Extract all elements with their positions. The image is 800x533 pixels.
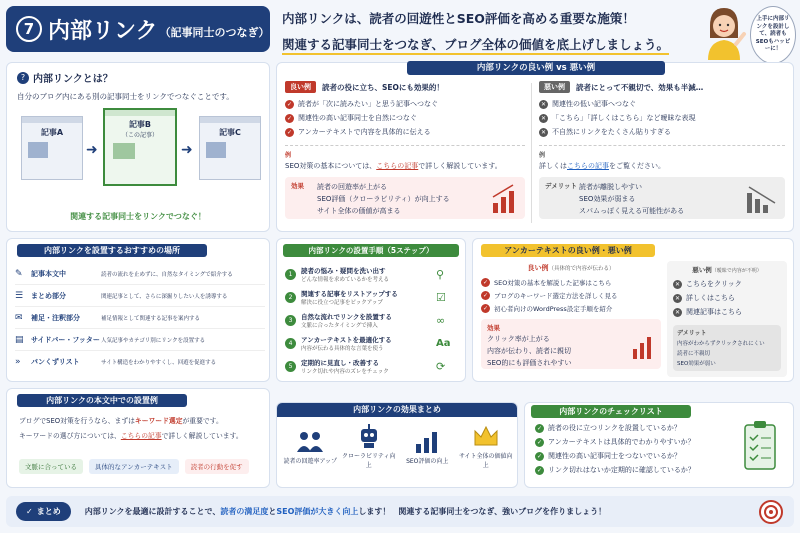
effects-card — [276, 402, 518, 488]
article-c-thumb — [206, 142, 226, 158]
x-icon: ✕ — [540, 114, 547, 122]
summary-tag: ✓ まとめ — [16, 502, 71, 521]
mascot-illustration — [700, 4, 748, 60]
effect-item: 内容が伝わり、読者に親切 — [487, 347, 571, 355]
article-b-label: 記事B — [128, 120, 152, 129]
x-icon: ✕ — [540, 128, 547, 136]
bad-tag: 悪い例 — [539, 81, 570, 93]
step-row: 2 関連する記事をリストアップする 解決に役立つ記事をピックアップ ☑ — [285, 286, 461, 309]
page-title: 内部リンク — [48, 18, 158, 44]
place-row: ☰ まとめ部分 関連記事として、さらに深掘りしたい人を誘導する — [15, 285, 265, 307]
checklist-item: ✓ アンカーテキストは具体的でわかりやすいか？ — [536, 438, 695, 446]
anchor-heading: アンカーテキストの良い例・悪い例 — [481, 244, 655, 257]
placement-heading: 内部リンクの本文中での設置例 — [17, 394, 187, 407]
effect-value: サイト全体の価値向上 — [458, 423, 514, 469]
what-description: 自分のブログ内にある別の記事同士をリンクでつなぐことです。 — [17, 92, 234, 101]
speech-bubble — [750, 6, 796, 64]
clipboard-check-icon — [741, 419, 781, 471]
anchor-bad-item: ✕ 詳しくはこちら — [674, 294, 735, 302]
chip-action: 読者の行動を促す — [185, 459, 249, 474]
check-icon: ✓ — [482, 279, 489, 286]
anchor-bad-tag: 悪い例 — [692, 266, 712, 274]
bad-example-link[interactable]: こちらの記事 — [567, 162, 609, 170]
effect-seo: SEO評価の向上 — [399, 428, 455, 465]
arrow-right-icon: ➜ — [86, 142, 98, 158]
article-c-label: 記事C — [219, 128, 241, 137]
checklist-search-icon: ☑ — [436, 291, 446, 304]
bar-chart-icon — [413, 428, 441, 454]
good-item: ✓ アンカーテキストで内容を具体的に伝える — [286, 128, 431, 136]
summary-text: 内部リンクを最適に設計することで、読者の満足度とSEO評価が大きく向上します！ 関連する記事同士をつなぎ、強いブログを作りましょう！ — [84, 507, 607, 516]
demerit-item: 読者に不親切 — [677, 351, 711, 357]
readers-icon — [295, 428, 325, 454]
article-b-card — [103, 108, 177, 186]
checklist-item: ✓ リンク切れはないか定期的に確認しているか？ — [536, 466, 695, 474]
checklist-item: ✓ 関連性の高い記事同士をつないでいるか？ — [536, 452, 681, 460]
refresh-icon: ⟳ — [436, 360, 446, 373]
document-pen-icon: ✎ — [15, 268, 23, 279]
search-person-icon: ⚲ — [436, 268, 445, 281]
steps-card — [276, 238, 466, 382]
anchor-bad-item: ✕ こちらをクリック — [674, 280, 742, 288]
demerit-item: SEO効果が弱まる — [579, 195, 636, 203]
place-row: » パンくずリスト サイト構造をわかりやすくし、回遊を促進する — [15, 357, 217, 367]
check-icon: ✓ — [536, 466, 543, 474]
good-tag: 良い例 — [285, 81, 316, 93]
title-number: 7 — [16, 16, 42, 42]
effect-item: 読者の回遊率が上がる — [317, 183, 387, 191]
place-row: ✎ 記事本文中 読者の流れを止めずに、自然なタイミングで紹介する — [15, 263, 265, 285]
bad-column — [539, 81, 785, 219]
demerit-item: 読者が離脱しやすい — [579, 183, 642, 191]
woman-icon — [700, 4, 748, 60]
what-card — [6, 62, 270, 232]
example-link[interactable]: こちらの記事 — [376, 162, 419, 170]
robot-icon — [356, 423, 382, 449]
places-card — [6, 238, 270, 382]
arrow-right-icon: ➜ — [181, 142, 193, 158]
effect-item: SEO評価（クローラビリティ）が向上する — [317, 195, 450, 203]
demerit-item: SEO効果が弱い — [677, 361, 716, 367]
check-icon: ✓ — [536, 424, 543, 432]
bad-demerit-box: デメリット 読者が離脱しやすい SEO効果が弱まる スパムっぽく見える可能性がある — [539, 177, 785, 219]
sidebar-icon: ▤ — [15, 334, 24, 345]
headline — [282, 9, 702, 55]
good-item: ✓ 関連性の高い記事同士を自然につなぐ — [286, 114, 417, 122]
demerit-item: スパムっぽく見える可能性がある — [579, 207, 685, 215]
anchor-card: アンカーテキストの良い例・悪い例 良い例（具体的で内容が伝わる） ✓ SEO対策の基本を解説した記事はこちら ✓ ブログのキーワード選定方法を詳しく見る ✓ 初心者向けのWordPress設定手順を紹介 効果 クリック率が上がる 内容が伝わり、読者に親切 SEO的にも評価されやすい 悪い例（曖昧で内容が不明） ✕ こちらをクリック ✕ 詳しくはこちら ✕ 関連記事はこちら デメリット 内容がわからずクリックされにくい 読者に不親切 SEO効果が弱い — [472, 238, 794, 382]
what-caption: 関連する記事同士をリンクでつなぐ！ — [70, 212, 206, 221]
crown-icon — [472, 423, 500, 449]
headline-line2: 関連する記事同士をつなぎ、ブログ全体の価値を底上げしましょう。 — [282, 35, 669, 55]
goodbad-heading: 内部リンクの良い例 vs 悪い例 — [407, 61, 665, 75]
article-b-sub: （この記事） — [121, 132, 158, 139]
page-subtitle: （記事同士のつなぎ） — [159, 26, 270, 39]
chip-context: 文脈に合っている — [19, 459, 83, 474]
x-icon: ✕ — [674, 308, 681, 316]
anchor-good-item: ✓ SEO対策の基本を解説した記事はこちら — [482, 279, 612, 287]
chip-anchor: 具体的なアンカーテキスト — [89, 459, 179, 474]
growth-chart-icon — [491, 183, 519, 213]
anchor-effect-box: 効果 クリック率が上がる 内容が伝わり、読者に親切 SEO的にも評価されやすい — [481, 319, 661, 369]
goodbad-card — [276, 62, 794, 232]
places-heading: 内部リンクを設置するおすすめの場所 — [17, 244, 207, 257]
steps-heading: 内部リンクの設置手順（5ステップ） — [283, 244, 459, 257]
effect-readers: 読者の回遊率アップ — [282, 428, 338, 465]
what-heading: 内部リンクとは？ — [33, 74, 113, 85]
bad-item: ✕ 関連性の低い記事へつなぐ — [540, 100, 636, 108]
growth-chart-icon — [631, 333, 655, 359]
article-a-thumb — [28, 142, 48, 158]
summary-bar — [6, 496, 794, 527]
check-icon: ✓ — [536, 438, 543, 446]
checklist-item: ✓ 読者の役に立つリンクを設置しているか？ — [536, 424, 681, 432]
bad-item: ✕ 「こちら」「詳しくはこちら」など曖昧な表現 — [540, 114, 696, 122]
checklist-heading: 内部リンクのチェックリスト — [531, 405, 691, 418]
check-icon: ✓ — [482, 292, 489, 299]
effect-item: SEO的にも評価されやすい — [487, 359, 572, 367]
article-b-thumb — [113, 143, 135, 159]
placement-card: 内部リンクの本文中での設置例 ブログでSEO対策を行うなら、まずはキーワード選定が重要です。 キーワードの選び方については、こちらの記事で詳しく解説しています。 文脈に合っている 具体的なアンカーテキスト 読者の行動を促す — [6, 388, 270, 488]
target-icon — [758, 499, 784, 525]
effect-item: サイト全体の価値が高まる — [317, 207, 401, 215]
article-c-card — [199, 116, 261, 180]
x-icon: ✕ — [674, 294, 681, 302]
breadcrumb-icon: » — [15, 357, 21, 367]
article-a-card — [21, 116, 83, 180]
bad-example: 例 詳しくはこちらの記事をご覧ください。 — [539, 145, 785, 171]
check-icon: ✓ — [482, 305, 489, 312]
title-banner — [6, 6, 270, 52]
good-effect-box: 効果 読者の回遊率が上がる SEO評価（クローラビリティ）が向上する サイト全体の価値が高まる — [285, 177, 525, 219]
list-icon: ☰ — [15, 290, 24, 301]
place-row: ▤ サイドバー・フッター 人気記事やカテゴリ別にリンクを設置する — [15, 329, 265, 351]
good-summary: 読者の役に立ち、SEOにも効果的！ — [322, 82, 444, 92]
chain-link-icon: ∞ — [436, 314, 446, 327]
bad-item: ✕ 不自然にリンクをたくさん貼りすぎる — [540, 128, 671, 136]
check-icon: ✓ — [286, 114, 293, 122]
note-icon: ✉ — [15, 312, 23, 323]
anchor-good-item: ✓ 初心者向けのWordPress設定手順を紹介 — [482, 305, 613, 313]
decline-chart-icon — [745, 183, 779, 213]
article-a-label: 記事A — [40, 128, 64, 137]
good-column — [285, 81, 525, 219]
place-row: ✉ 補足・注釈部分 補足情報として関連する記事を案内する — [15, 307, 265, 329]
effect-crawl: クローラビリティ向上 — [341, 423, 397, 469]
demerit-item: 内容がわからずクリックされにくい — [677, 341, 765, 347]
x-icon: ✕ — [540, 100, 547, 108]
anchor-bad-item: ✕ 関連記事はこちら — [674, 308, 742, 316]
check-icon: ✓ — [286, 128, 293, 136]
effects-heading: 内部リンクの効果まとめ — [277, 403, 517, 417]
checklist-card — [524, 402, 794, 488]
good-item: ✓ 読者が「次に読みたい」と思う記事へつなぐ — [286, 100, 438, 108]
effect-item: クリック率が上がる — [487, 335, 550, 343]
good-example: 例 SEO対策の基本については、こちらの記事で詳しく解説しています。 — [285, 145, 525, 171]
check-icon: ✓ — [536, 452, 543, 460]
placement-link[interactable]: こちらの記事 — [120, 432, 162, 440]
headline-line1: 内部リンクは、読者の回遊性とSEO評価を高める重要な施策！ — [282, 11, 635, 26]
anchor-good-item: ✓ ブログのキーワード選定方法を詳しく見る — [482, 292, 618, 300]
step-row: 5 定期的に見直し・改善する リンク切れや内容のズレをチェック ⟳ — [285, 355, 461, 378]
x-icon: ✕ — [674, 280, 681, 288]
bubble-text: 上手に内部リンクを設計して、読者もSEOもハッピーに！ — [755, 16, 791, 53]
check-icon: ✓ — [286, 100, 293, 108]
text-aa-icon: Aa — [436, 338, 451, 349]
step-row: 4 アンカーテキストを最適化する 内容が伝わる具体的な言葉を使う Aa — [285, 332, 461, 355]
bad-summary: 読者にとって不親切で、効果も半減… — [576, 82, 704, 92]
step-row: 1 読者の悩み・疑問を洗い出す どんな情報を求めているかを考える ⚲ — [285, 263, 461, 286]
anchor-good-tag: 良い例 — [527, 264, 549, 272]
question-icon: ? — [17, 72, 29, 84]
anchor-demerit-box: デメリット 内容がわからずクリックされにくい 読者に不親切 SEO効果が弱い — [673, 325, 781, 371]
step-row: 3 自然な流れでリンクを設置する 文脈に合ったタイミングで挿入 ∞ — [285, 309, 461, 332]
anchor-bad-column: 悪い例（曖昧で内容が不明） ✕ こちらをクリック ✕ 詳しくはこちら ✕ 関連記事はこちら デメリット 内容がわからずクリックされにくい 読者に不親切 SEO効果が弱い — [667, 261, 787, 377]
check-circle-icon: ✓ — [26, 507, 33, 516]
